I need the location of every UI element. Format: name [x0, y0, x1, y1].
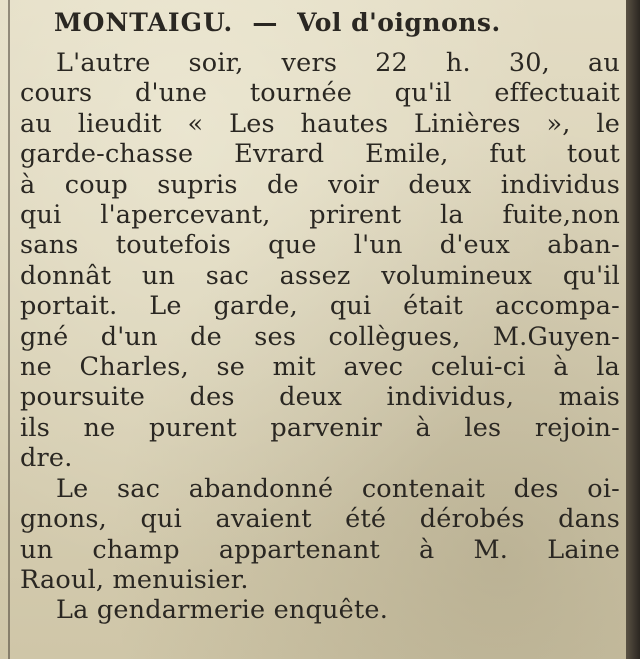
- text-line: ne Charles, se mit avec celui-ci à la: [20, 352, 620, 383]
- news-article: [20, 6, 620, 626]
- text-line: cours d'une tournée qu'il effectuait: [20, 78, 620, 109]
- text-line: portait. Le garde, qui était accompa-: [20, 291, 620, 322]
- text-line: La gendarmerie enquête.: [56, 595, 389, 626]
- headline-title: Vol d'oignons.: [297, 8, 501, 37]
- text-line: dre.: [20, 443, 73, 474]
- text-line: qui l'apercevant, prirent la fuite,non: [20, 200, 620, 231]
- headline-place: MONTAIGU.: [54, 8, 234, 37]
- text-line: Raoul, menuisier.: [20, 564, 249, 595]
- text-line: à coup supris de voir deux individus: [20, 169, 620, 200]
- text-line: au lieudit « Les hautes Linières », le: [20, 108, 620, 139]
- text-line: un champ appartenant à M. Laine: [20, 534, 620, 565]
- text-line: L'autre soir, vers 22 h. 30, au: [56, 48, 620, 78]
- page-edge-shadow: [626, 0, 640, 659]
- article-headline: [20, 6, 620, 40]
- text-line: gnons, qui avaient été dérobés dans: [20, 504, 620, 535]
- column-rule: [8, 0, 10, 659]
- text-line: garde-chasse Evrard Emile, fut tout: [20, 139, 620, 170]
- text-line: donnât un sac assez volumineux qu'il: [20, 260, 620, 291]
- text-line: gné d'un de ses collègues, M.Guyen-: [20, 321, 620, 352]
- text-line: sans toutefois que l'un d'eux aban-: [20, 230, 620, 261]
- text-line: poursuite des deux individus, mais: [20, 382, 620, 413]
- headline-dash: —: [252, 8, 278, 37]
- text-line: ils ne purent parvenir à les rejoin-: [20, 412, 620, 443]
- text-line: Le sac abandonné contenait des oi-: [56, 473, 620, 504]
